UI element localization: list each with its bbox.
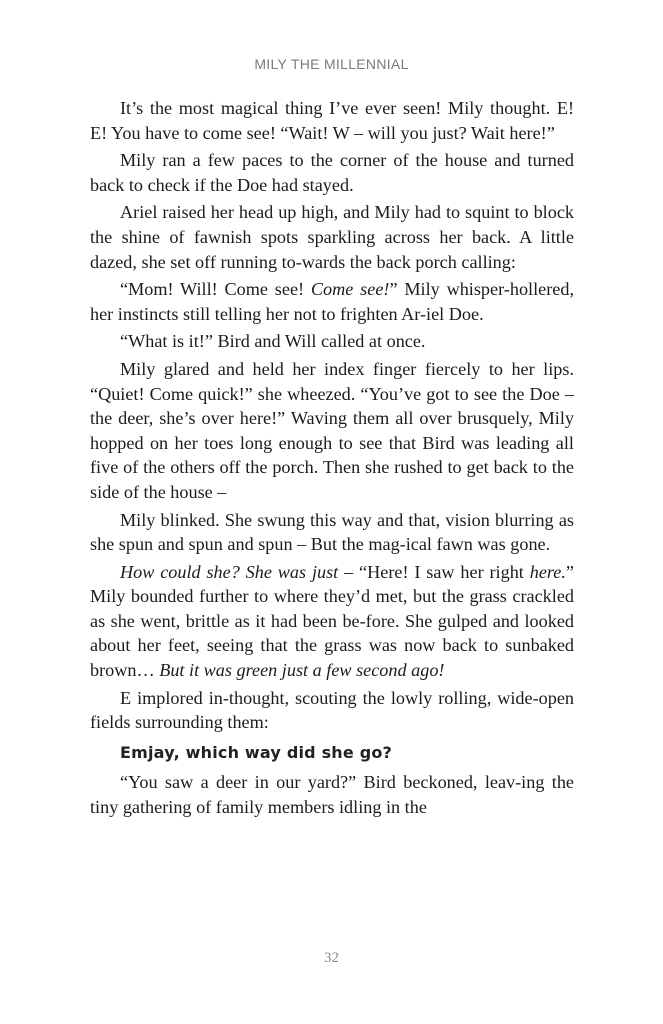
text-run: – “Here! I saw her right (338, 561, 530, 582)
text-run: Mily glared and held her index finger fiercely to her lips. “Quiet! Come quick!” she wheezed. “You’ve got to see the Doe – the deer, she’s over here!” Waving them all over brusquely, Mily hopped on her toes long enough to see that Bird was leading all five of the others off the porch. Then she rushed to get back to the side of the house – (90, 358, 574, 502)
text-run: Mily blinked. She swung this way and that, vision blurring as she spun and spun and spun – But the mag-ical fawn was gone. (90, 509, 574, 555)
italic-text: Come see! (310, 279, 390, 300)
italic-text: But it was green just a few second ago! (159, 660, 445, 681)
italic-text: How could she? She was just (120, 561, 339, 582)
paragraph (90, 200, 574, 274)
paragraph (90, 96, 574, 145)
text-run: “Mom! Will! Come see! (120, 279, 311, 300)
paragraph (90, 560, 574, 683)
paragraph-list (90, 96, 574, 735)
paragraph (90, 508, 574, 557)
text-run: E implored in-thought, scouting the lowly rolling, wide-open fields surrounding them: (90, 687, 574, 733)
text-run: Ariel raised her head up high, and Mily had to squint to block the shine of fawnish spots sparkling across her back. A little dazed, she set off running to-wards the back porch calling: (90, 202, 574, 272)
body-text (90, 96, 574, 820)
italic-text: here. (529, 561, 566, 582)
text-run: ” Mily bounded further to where they’d met, but the grass crackled as she went, brittle as it had been be-fore. She gulped and looked about her feet, seeing that the grass was now back to sunbaked brown… (90, 561, 574, 681)
telepathic-thought-line: Emjay, which way did she go? (120, 742, 393, 762)
paragraph (90, 329, 574, 354)
page-number: 32 (324, 950, 339, 966)
text-run: “What is it!” Bird and Will called at once. (120, 331, 426, 352)
closing-paragraph: “You saw a deer in our yard?” Bird beckoned, leav-ing the tiny gathering of family members idling in the (90, 772, 574, 818)
paragraph (90, 357, 574, 505)
text-run: Mily ran a few paces to the corner of the house and turned back to check if the Doe had stayed. (90, 150, 574, 195)
running-head: MILY THE MILLENNIAL (254, 56, 409, 72)
paragraph (90, 277, 574, 326)
paragraph (90, 686, 574, 735)
text-run: ” Mily whisper-hollered, her instincts still telling her not to frighten Ar-iel Doe. (90, 279, 574, 324)
paragraph (90, 148, 574, 197)
text-run: It’s the most magical thing I’ve ever seen! Mily thought. E! E! You have to come see! “Wait! W – will you just? Wait here!” (90, 98, 574, 143)
